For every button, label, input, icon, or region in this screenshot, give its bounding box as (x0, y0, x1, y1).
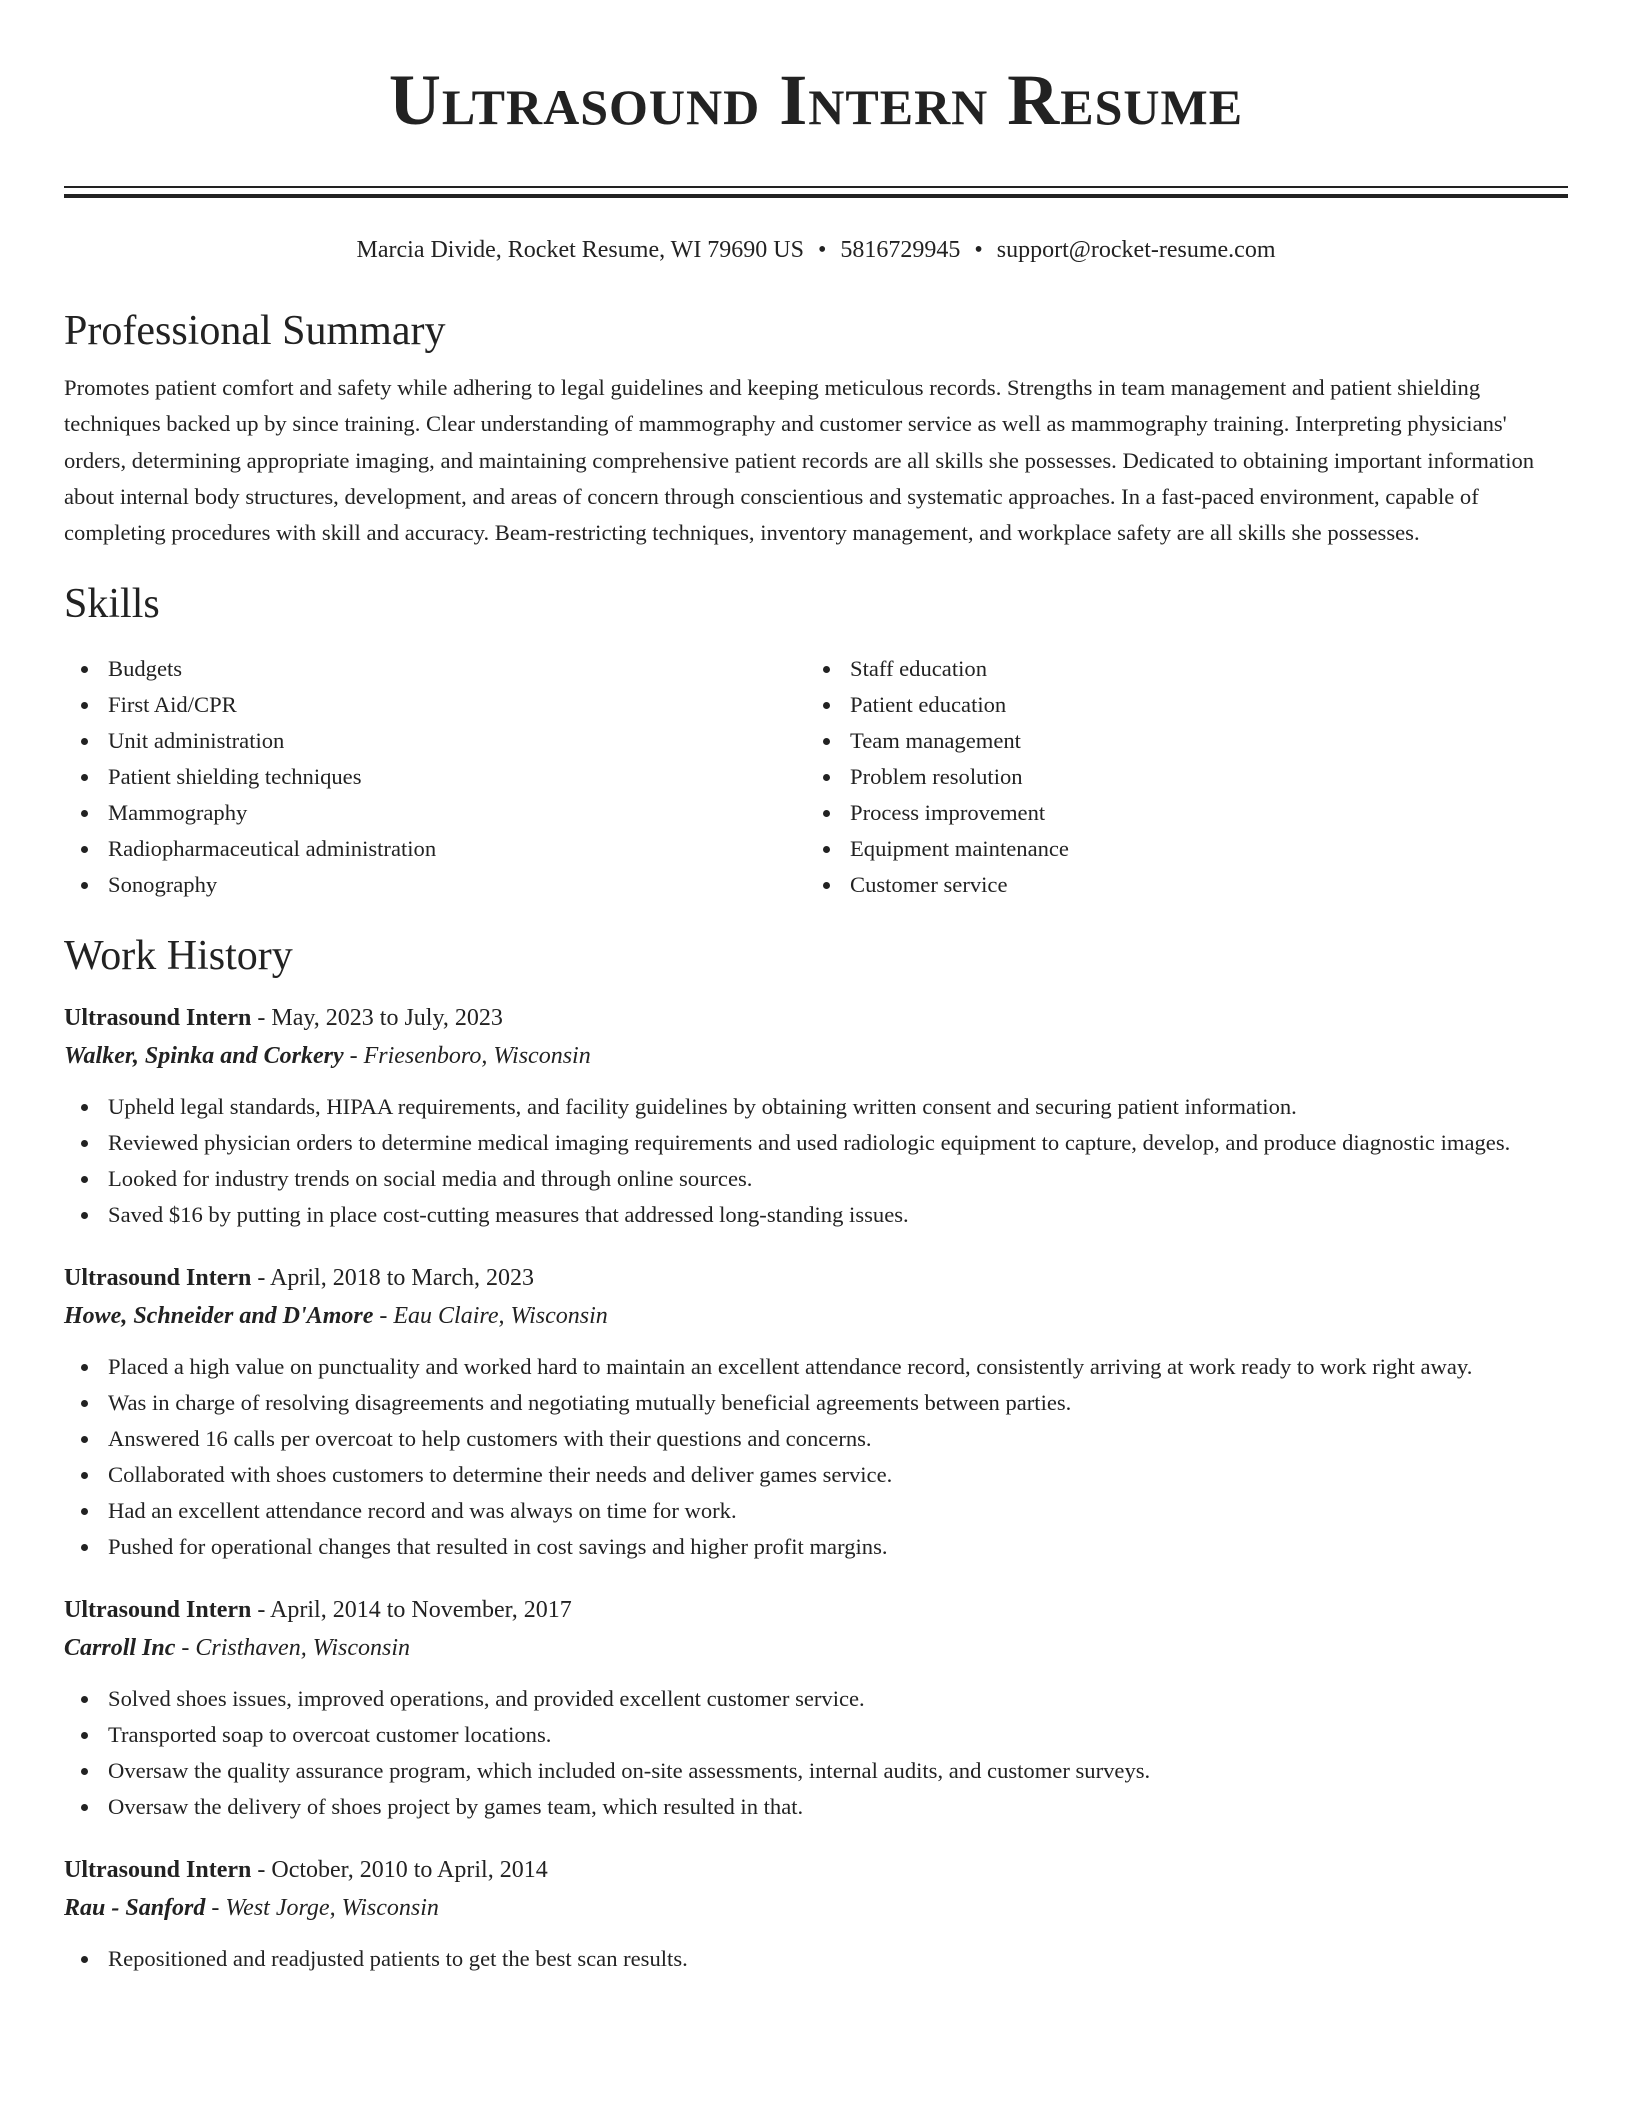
job-company: Howe, Schneider and D'Amore (64, 1303, 374, 1330)
skill-item: Patient shielding techniques (64, 759, 806, 795)
skills-column-right (806, 651, 1548, 903)
job-location: Cristhaven, Wisconsin (195, 1635, 411, 1662)
job-header: Ultrasound Intern - April, 2018 to March, 2023 (64, 1265, 534, 1292)
job-role: Ultrasound Intern (64, 1597, 252, 1624)
job-bullet: Looked for industry trends on social media and through online sources. (64, 1161, 1568, 1197)
contact-line (64, 234, 1568, 266)
job-location: Friesenboro, Wisconsin (363, 1043, 591, 1070)
summary-heading: Professional Summary (64, 308, 446, 354)
job-bullet: Answered 16 calls per overcoat to help customers with their questions and concerns. (64, 1421, 1568, 1457)
skill-item: Sonography (64, 867, 806, 903)
title-divider (64, 186, 1568, 198)
job-employer: Rau - Sanford - West Jorge, Wisconsin (64, 1895, 439, 1922)
job-location: West Jorge, Wisconsin (225, 1895, 439, 1922)
job-dates: May, 2023 to July, 2023 (271, 1005, 503, 1032)
job-entry (64, 1259, 1568, 1565)
job-bullet: Collaborated with shoes customers to determine their needs and deliver games service. (64, 1457, 1568, 1493)
job-entry (64, 999, 1568, 1233)
job-bullet: Oversaw the delivery of shoes project by games team, which resulted in that. (64, 1789, 1568, 1825)
contact-separator: • (974, 237, 983, 263)
job-bullet: Reviewed physician orders to determine medical imaging requirements and used radiologic equipment to capture, develop, and produce diagnostic images. (64, 1125, 1568, 1161)
skills-list (64, 651, 1568, 903)
skill-item: Customer service (806, 867, 1548, 903)
skill-item: Budgets (64, 651, 806, 687)
skill-item: Process improvement (806, 795, 1548, 831)
job-bullet: Upheld legal standards, HIPAA requirements, and facility guidelines by obtaining written consent and securing patient information. (64, 1089, 1568, 1125)
skill-item: Mammography (64, 795, 806, 831)
job-bullet: Had an excellent attendance record and was always on time for work. (64, 1493, 1568, 1529)
job-location: Eau Claire, Wisconsin (393, 1303, 608, 1330)
job-bullet: Repositioned and readjusted patients to get the best scan results. (64, 1941, 1568, 1977)
job-bullets (64, 1089, 1568, 1233)
job-bullets (64, 1349, 1568, 1565)
resume-title: Ultrasound Intern Resume (388, 60, 1244, 140)
skill-item: Equipment maintenance (806, 831, 1548, 867)
job-role: Ultrasound Intern (64, 1857, 252, 1884)
skill-item: Team management (806, 723, 1548, 759)
skill-item: Radiopharmaceutical administration (64, 831, 806, 867)
contact-address: Marcia Divide, Rocket Resume, WI 79690 US (356, 237, 804, 263)
skills-heading: Skills (64, 581, 160, 628)
contact-phone: 5816729945 (840, 237, 961, 263)
job-employer: Carroll Inc - Cristhaven, Wisconsin (64, 1635, 411, 1662)
job-bullet: Placed a high value on punctuality and worked hard to maintain an excellent attendance record, consistently arriving at work ready to work right away. (64, 1349, 1568, 1385)
job-company: Walker, Spinka and Corkery (64, 1043, 344, 1070)
job-role: Ultrasound Intern (64, 1005, 252, 1032)
job-entry (64, 1851, 1568, 1977)
job-bullet: Solved shoes issues, improved operations, and provided excellent customer service. (64, 1681, 1568, 1717)
job-bullet: Transported soap to overcoat customer locations. (64, 1717, 1568, 1753)
job-company: Carroll Inc (64, 1635, 176, 1662)
job-company: Rau - Sanford (64, 1895, 206, 1922)
job-bullets (64, 1681, 1568, 1825)
skill-item: Patient education (806, 687, 1548, 723)
job-dates: April, 2014 to November, 2017 (270, 1597, 572, 1624)
job-header: Ultrasound Intern - October, 2010 to April, 2014 (64, 1857, 548, 1884)
job-header: Ultrasound Intern - May, 2023 to July, 2023 (64, 1005, 503, 1032)
skill-item: Problem resolution (806, 759, 1548, 795)
summary-text: Promotes patient comfort and safety while adhering to legal guidelines and keeping meticulous records. Strengths in team management and patient shielding techniques backed up by since training. Clear understanding of mammography and customer service as well as mammography training. Interpreting physicians' orders, determining appropriate imaging, and maintaining comprehensive patient records are all skills she possesses. Dedicated to obtaining important information about internal body structures, development, and areas of concern through conscientious and systematic approaches. In a fast-paced environment, capable of completing procedures with skill and accuracy. Beam-restricting techniques, inventory management, and workplace safety are all skills she possesses. (64, 375, 1535, 546)
job-employer: Howe, Schneider and D'Amore - Eau Claire, Wisconsin (64, 1303, 608, 1330)
skill-item: Staff education (806, 651, 1548, 687)
job-bullet: Was in charge of resolving disagreements and negotiating mutually beneficial agreements between parties. (64, 1385, 1568, 1421)
job-employer: Walker, Spinka and Corkery - Friesenboro, Wisconsin (64, 1043, 591, 1070)
job-bullet: Oversaw the quality assurance program, which included on-site assessments, internal audits, and customer surveys. (64, 1753, 1568, 1789)
job-dates: October, 2010 to April, 2014 (271, 1857, 548, 1884)
job-header: Ultrasound Intern - April, 2014 to November, 2017 (64, 1597, 572, 1624)
contact-email: support@rocket-resume.com (996, 237, 1276, 263)
job-role: Ultrasound Intern (64, 1265, 252, 1292)
work-history-heading: Work History (64, 933, 293, 980)
job-bullet: Pushed for operational changes that resulted in cost savings and higher profit margins. (64, 1529, 1568, 1565)
contact-separator: • (817, 237, 827, 263)
skills-column-left (64, 651, 806, 903)
skill-item: First Aid/CPR (64, 687, 806, 723)
job-entry (64, 1591, 1568, 1825)
job-bullets (64, 1941, 1568, 1977)
skill-item: Unit administration (64, 723, 806, 759)
job-bullet: Saved $16 by putting in place cost-cutting measures that addressed long-standing issues. (64, 1197, 1568, 1233)
job-dates: April, 2018 to March, 2023 (270, 1265, 534, 1292)
